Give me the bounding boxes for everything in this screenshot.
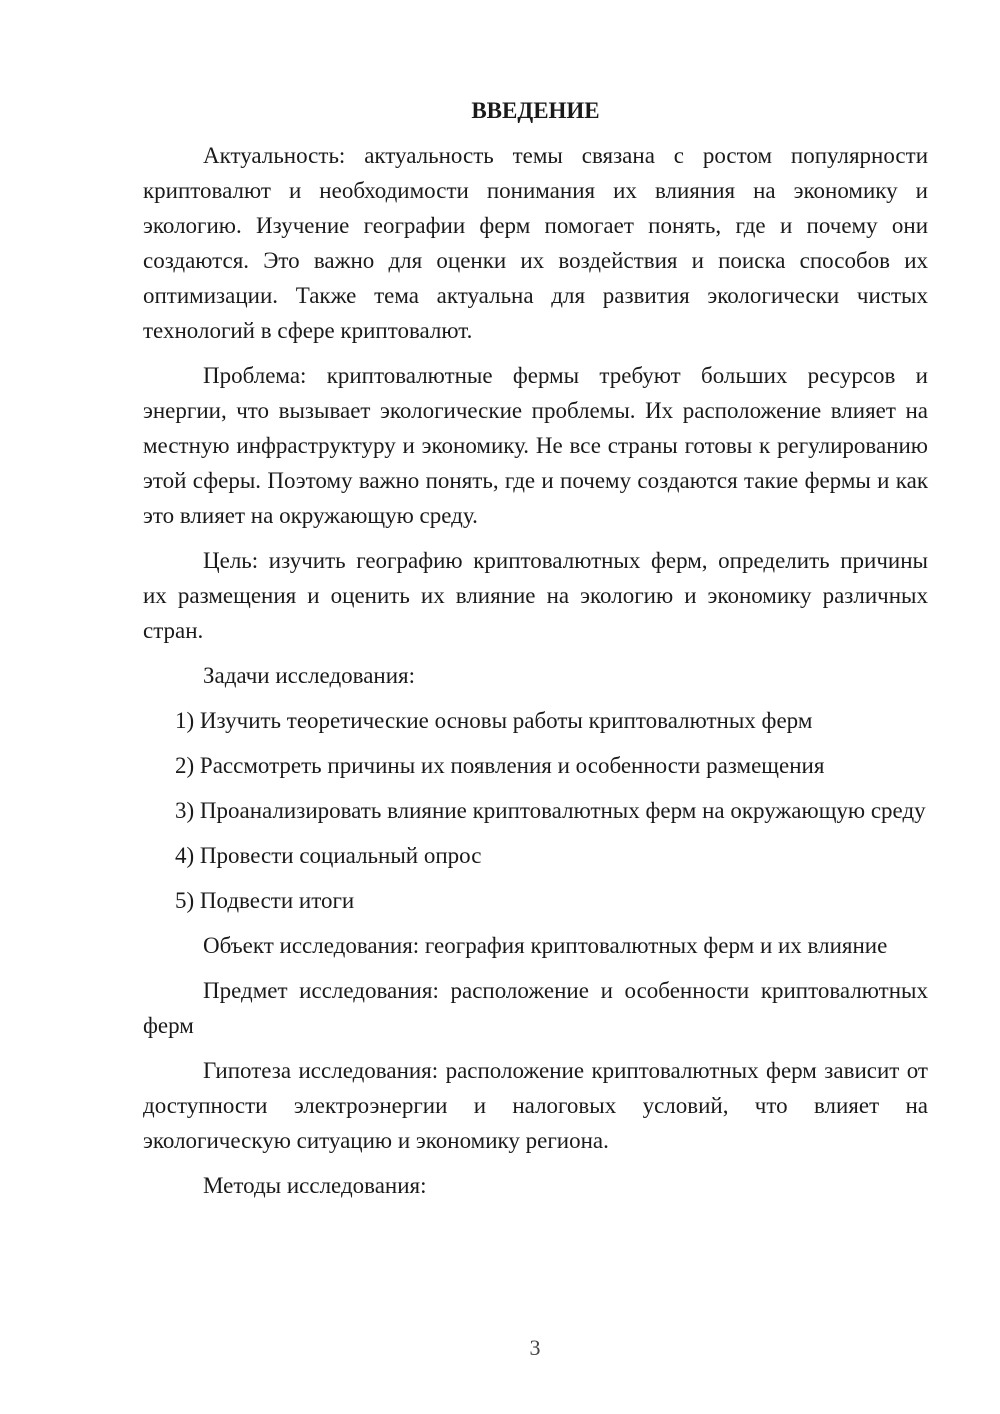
tasks-heading: Задачи исследования:	[203, 663, 416, 688]
object-paragraph: Объект исследования: география криптовалютных ферм и их влияние	[203, 933, 888, 958]
task-item-4: 4) Провести социальный опрос	[175, 843, 482, 868]
subject-paragraph: Предмет исследования: расположение и особенности криптовалютных ферм	[143, 978, 928, 1038]
page-number: 3	[529, 1335, 541, 1360]
task-item-3: 3) Проанализировать влияние криптовалютных ферм на окружающую среду	[175, 798, 926, 823]
task-item-5: 5) Подвести итоги	[175, 888, 355, 913]
hypothesis-paragraph: Гипотеза исследования: расположение криптовалютных ферм зависит от доступности электроэнергии и налоговых условий, что влияет на экологическую ситуацию и экономику региона.	[143, 1058, 928, 1153]
relevance-paragraph: Актуальность: актуальность темы связана с ростом популярности криптовалют и необходимости понимания их влияния на экономику и экологию. Изучение географии ферм помогает понять, где и почему они создаются. Это важно для оценки их воздействия и поиска способов их оптимизации. Также тема актуальна для развития экологически чистых технологий в сфере криптовалют.	[143, 143, 928, 343]
task-item-1: 1) Изучить теоретические основы работы криптовалютных ферм	[175, 708, 813, 733]
methods-heading: Методы исследования:	[203, 1173, 427, 1198]
page-content	[143, 96, 928, 1213]
problem-paragraph: Проблема: криптовалютные фермы требуют больших ресурсов и энергии, что вызывает экологические проблемы. Их расположение влияет на местную инфраструктуру и экономику. Не все страны готовы к регулированию этой сферы. Поэтому важно понять, где и почему создаются такие фермы и как это влияет на окружающую среду.	[143, 363, 928, 528]
goal-paragraph: Цель: изучить географию криптовалютных ферм, определить причины их размещения и оценить их влияние на экологию и экономику различных стран.	[143, 548, 928, 643]
task-item-2: 2) Рассмотреть причины их появления и особенности размещения	[175, 753, 825, 778]
page-title: ВВЕДЕНИЕ	[471, 98, 600, 123]
